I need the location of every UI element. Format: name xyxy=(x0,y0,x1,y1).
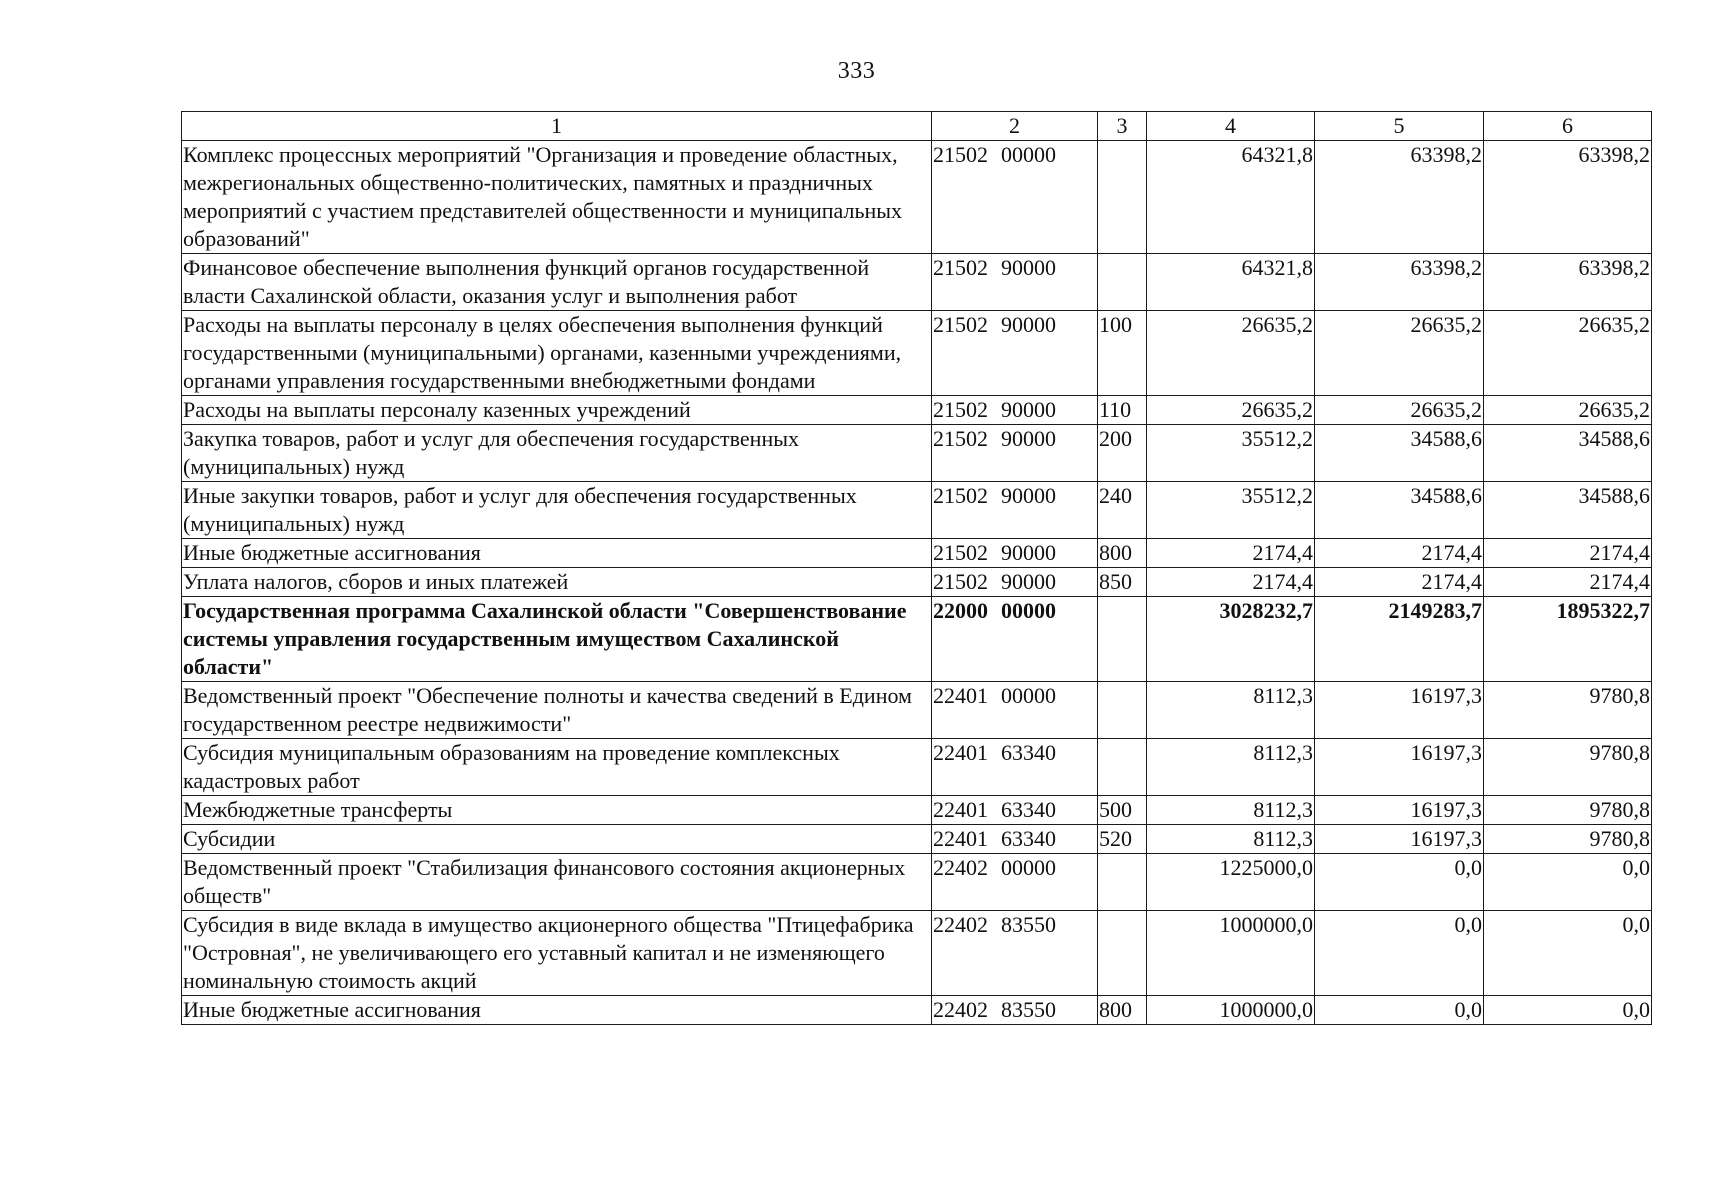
header-col-5: 5 xyxy=(1315,112,1484,141)
amount-col-4: 3028232,7 xyxy=(1147,597,1315,682)
amount-col-6: 0,0 xyxy=(1484,911,1652,996)
program-code: 21502 xyxy=(933,255,988,280)
amount-col-6: 1895322,7 xyxy=(1484,597,1652,682)
amount-col-5: 16197,3 xyxy=(1315,796,1484,825)
program-code: 22401 xyxy=(933,797,988,822)
header-col-4: 4 xyxy=(1147,112,1315,141)
table-row xyxy=(182,682,1652,739)
header-col-1: 1 xyxy=(182,112,932,141)
header-col-3: 3 xyxy=(1098,112,1147,141)
row-description: Иные бюджетные ассигнования xyxy=(182,996,932,1025)
amount-col-4: 64321,8 xyxy=(1147,141,1315,254)
header-row xyxy=(182,112,1652,141)
expense-type-code: 520 xyxy=(1098,825,1147,854)
row-description: Межбюджетные трансферты xyxy=(182,796,932,825)
expense-type-code xyxy=(1098,739,1147,796)
table-row xyxy=(182,425,1652,482)
row-code xyxy=(932,911,1098,996)
program-code: 21502 xyxy=(933,142,988,167)
expense-type-code: 800 xyxy=(1098,996,1147,1025)
amount-col-6: 0,0 xyxy=(1484,854,1652,911)
row-description: Финансовое обеспечение выполнения функций органов государственной власти Сахалинской области, оказания услуг и выполнения работ xyxy=(182,254,932,311)
header-col-2: 2 xyxy=(932,112,1098,141)
amount-col-5: 2174,4 xyxy=(1315,539,1484,568)
row-code xyxy=(932,141,1098,254)
amount-col-4: 64321,8 xyxy=(1147,254,1315,311)
table-row xyxy=(182,825,1652,854)
amount-col-6: 26635,2 xyxy=(1484,396,1652,425)
table-row xyxy=(182,911,1652,996)
amount-col-4: 1000000,0 xyxy=(1147,911,1315,996)
amount-col-4: 1225000,0 xyxy=(1147,854,1315,911)
table-row xyxy=(182,597,1652,682)
program-code: 22402 xyxy=(933,855,988,880)
direction-code: 83550 xyxy=(1001,997,1056,1022)
table-row xyxy=(182,396,1652,425)
row-code xyxy=(932,311,1098,396)
amount-col-5: 34588,6 xyxy=(1315,425,1484,482)
table-row xyxy=(182,854,1652,911)
row-code xyxy=(932,996,1098,1025)
amount-col-4: 8112,3 xyxy=(1147,796,1315,825)
amount-col-5: 16197,3 xyxy=(1315,682,1484,739)
row-description: Ведомственный проект "Обеспечение полноты и качества сведений в Едином государственном реестре недвижимости" xyxy=(182,682,932,739)
row-description: Иные бюджетные ассигнования xyxy=(182,539,932,568)
expense-type-code: 500 xyxy=(1098,796,1147,825)
direction-code: 00000 xyxy=(1001,683,1056,708)
amount-col-6: 2174,4 xyxy=(1484,568,1652,597)
direction-code: 90000 xyxy=(1001,255,1056,280)
program-code: 22402 xyxy=(933,912,988,937)
amount-col-4: 1000000,0 xyxy=(1147,996,1315,1025)
table-row xyxy=(182,739,1652,796)
expense-type-code xyxy=(1098,911,1147,996)
amount-col-6: 9780,8 xyxy=(1484,825,1652,854)
table-row xyxy=(182,568,1652,597)
header-col-6: 6 xyxy=(1484,112,1652,141)
program-code: 22000 xyxy=(933,598,988,623)
direction-code: 63340 xyxy=(1001,740,1056,765)
budget-table xyxy=(181,111,1652,1025)
program-code: 21502 xyxy=(933,397,988,422)
page-number: 333 xyxy=(837,58,876,84)
amount-col-4: 2174,4 xyxy=(1147,539,1315,568)
table-row xyxy=(182,796,1652,825)
program-code: 22401 xyxy=(933,683,988,708)
table-row xyxy=(182,254,1652,311)
table-row xyxy=(182,539,1652,568)
amount-col-4: 35512,2 xyxy=(1147,425,1315,482)
amount-col-5: 0,0 xyxy=(1315,911,1484,996)
row-code xyxy=(932,796,1098,825)
amount-col-5: 16197,3 xyxy=(1315,739,1484,796)
expense-type-code: 200 xyxy=(1098,425,1147,482)
row-description: Расходы на выплаты персоналу в целях обеспечения выполнения функций государственными (муниципальными) органами, казенными учреждениями, органами управления государственными внебюджетными фондами xyxy=(182,311,932,396)
direction-code: 90000 xyxy=(1001,397,1056,422)
row-description: Уплата налогов, сборов и иных платежей xyxy=(182,568,932,597)
amount-col-6: 26635,2 xyxy=(1484,311,1652,396)
direction-code: 00000 xyxy=(1001,142,1056,167)
row-description: Государственная программа Сахалинской области "Совершенствование системы управления государственным имуществом Сахалинской области" xyxy=(182,597,932,682)
amount-col-5: 2174,4 xyxy=(1315,568,1484,597)
expense-type-code: 850 xyxy=(1098,568,1147,597)
amount-col-5: 16197,3 xyxy=(1315,825,1484,854)
expense-type-code xyxy=(1098,597,1147,682)
row-code xyxy=(932,854,1098,911)
row-code xyxy=(932,539,1098,568)
expense-type-code: 800 xyxy=(1098,539,1147,568)
program-code: 21502 xyxy=(933,540,988,565)
amount-col-6: 2174,4 xyxy=(1484,539,1652,568)
amount-col-6: 34588,6 xyxy=(1484,425,1652,482)
direction-code: 63340 xyxy=(1001,826,1056,851)
amount-col-6: 9780,8 xyxy=(1484,796,1652,825)
row-code xyxy=(932,739,1098,796)
row-code xyxy=(932,425,1098,482)
amount-col-5: 2149283,7 xyxy=(1315,597,1484,682)
direction-code: 90000 xyxy=(1001,426,1056,451)
row-description: Субсидия в виде вклада в имущество акционерного общества "Птицефабрика "Островная", не увеличивающего его уставный капитал и не изменяющего номинальную стоимость акций xyxy=(182,911,932,996)
row-description: Субсидия муниципальным образованиям на проведение комплексных кадастровых работ xyxy=(182,739,932,796)
row-code xyxy=(932,825,1098,854)
direction-code: 83550 xyxy=(1001,912,1056,937)
row-code xyxy=(932,482,1098,539)
expense-type-code: 110 xyxy=(1098,396,1147,425)
program-code: 21502 xyxy=(933,569,988,594)
row-code xyxy=(932,396,1098,425)
program-code: 21502 xyxy=(933,483,988,508)
row-description: Иные закупки товаров, работ и услуг для обеспечения государственных (муниципальных) нужд xyxy=(182,482,932,539)
amount-col-6: 9780,8 xyxy=(1484,739,1652,796)
amount-col-5: 26635,2 xyxy=(1315,396,1484,425)
amount-col-4: 2174,4 xyxy=(1147,568,1315,597)
program-code: 21502 xyxy=(933,312,988,337)
row-description: Комплекс процессных мероприятий "Организация и проведение областных, межрегиональных общественно-политических, памятных и праздничных мероприятий с участием представителей общественности и муниципальных образований" xyxy=(182,141,932,254)
amount-col-5: 63398,2 xyxy=(1315,141,1484,254)
amount-col-5: 26635,2 xyxy=(1315,311,1484,396)
expense-type-code xyxy=(1098,854,1147,911)
amount-col-6: 63398,2 xyxy=(1484,141,1652,254)
expense-type-code xyxy=(1098,254,1147,311)
amount-col-6: 9780,8 xyxy=(1484,682,1652,739)
row-code xyxy=(932,597,1098,682)
expense-type-code xyxy=(1098,682,1147,739)
amount-col-4: 26635,2 xyxy=(1147,311,1315,396)
row-code xyxy=(932,568,1098,597)
table-row xyxy=(182,311,1652,396)
program-code: 21502 xyxy=(933,426,988,451)
row-description: Расходы на выплаты персоналу казенных учреждений xyxy=(182,396,932,425)
direction-code: 90000 xyxy=(1001,569,1056,594)
row-description: Субсидии xyxy=(182,825,932,854)
table-row xyxy=(182,482,1652,539)
row-description: Закупка товаров, работ и услуг для обеспечения государственных (муниципальных) нужд xyxy=(182,425,932,482)
expense-type-code xyxy=(1098,141,1147,254)
program-code: 22401 xyxy=(933,740,988,765)
direction-code: 63340 xyxy=(1001,797,1056,822)
program-code: 22401 xyxy=(933,826,988,851)
table-row xyxy=(182,141,1652,254)
amount-col-5: 0,0 xyxy=(1315,854,1484,911)
expense-type-code: 240 xyxy=(1098,482,1147,539)
direction-code: 00000 xyxy=(1001,598,1056,623)
amount-col-5: 63398,2 xyxy=(1315,254,1484,311)
row-code xyxy=(932,254,1098,311)
amount-col-6: 63398,2 xyxy=(1484,254,1652,311)
row-description: Ведомственный проект "Стабилизация финансового состояния акционерных обществ" xyxy=(182,854,932,911)
direction-code: 90000 xyxy=(1001,540,1056,565)
direction-code: 00000 xyxy=(1001,855,1056,880)
direction-code: 90000 xyxy=(1001,483,1056,508)
amount-col-4: 35512,2 xyxy=(1147,482,1315,539)
row-code xyxy=(932,682,1098,739)
amount-col-5: 0,0 xyxy=(1315,996,1484,1025)
amount-col-4: 26635,2 xyxy=(1147,396,1315,425)
table-body xyxy=(182,141,1652,1025)
table-row xyxy=(182,996,1652,1025)
program-code: 22402 xyxy=(933,997,988,1022)
amount-col-5: 34588,6 xyxy=(1315,482,1484,539)
amount-col-4: 8112,3 xyxy=(1147,825,1315,854)
direction-code: 90000 xyxy=(1001,312,1056,337)
amount-col-4: 8112,3 xyxy=(1147,739,1315,796)
expense-type-code: 100 xyxy=(1098,311,1147,396)
amount-col-6: 34588,6 xyxy=(1484,482,1652,539)
amount-col-6: 0,0 xyxy=(1484,996,1652,1025)
amount-col-4: 8112,3 xyxy=(1147,682,1315,739)
